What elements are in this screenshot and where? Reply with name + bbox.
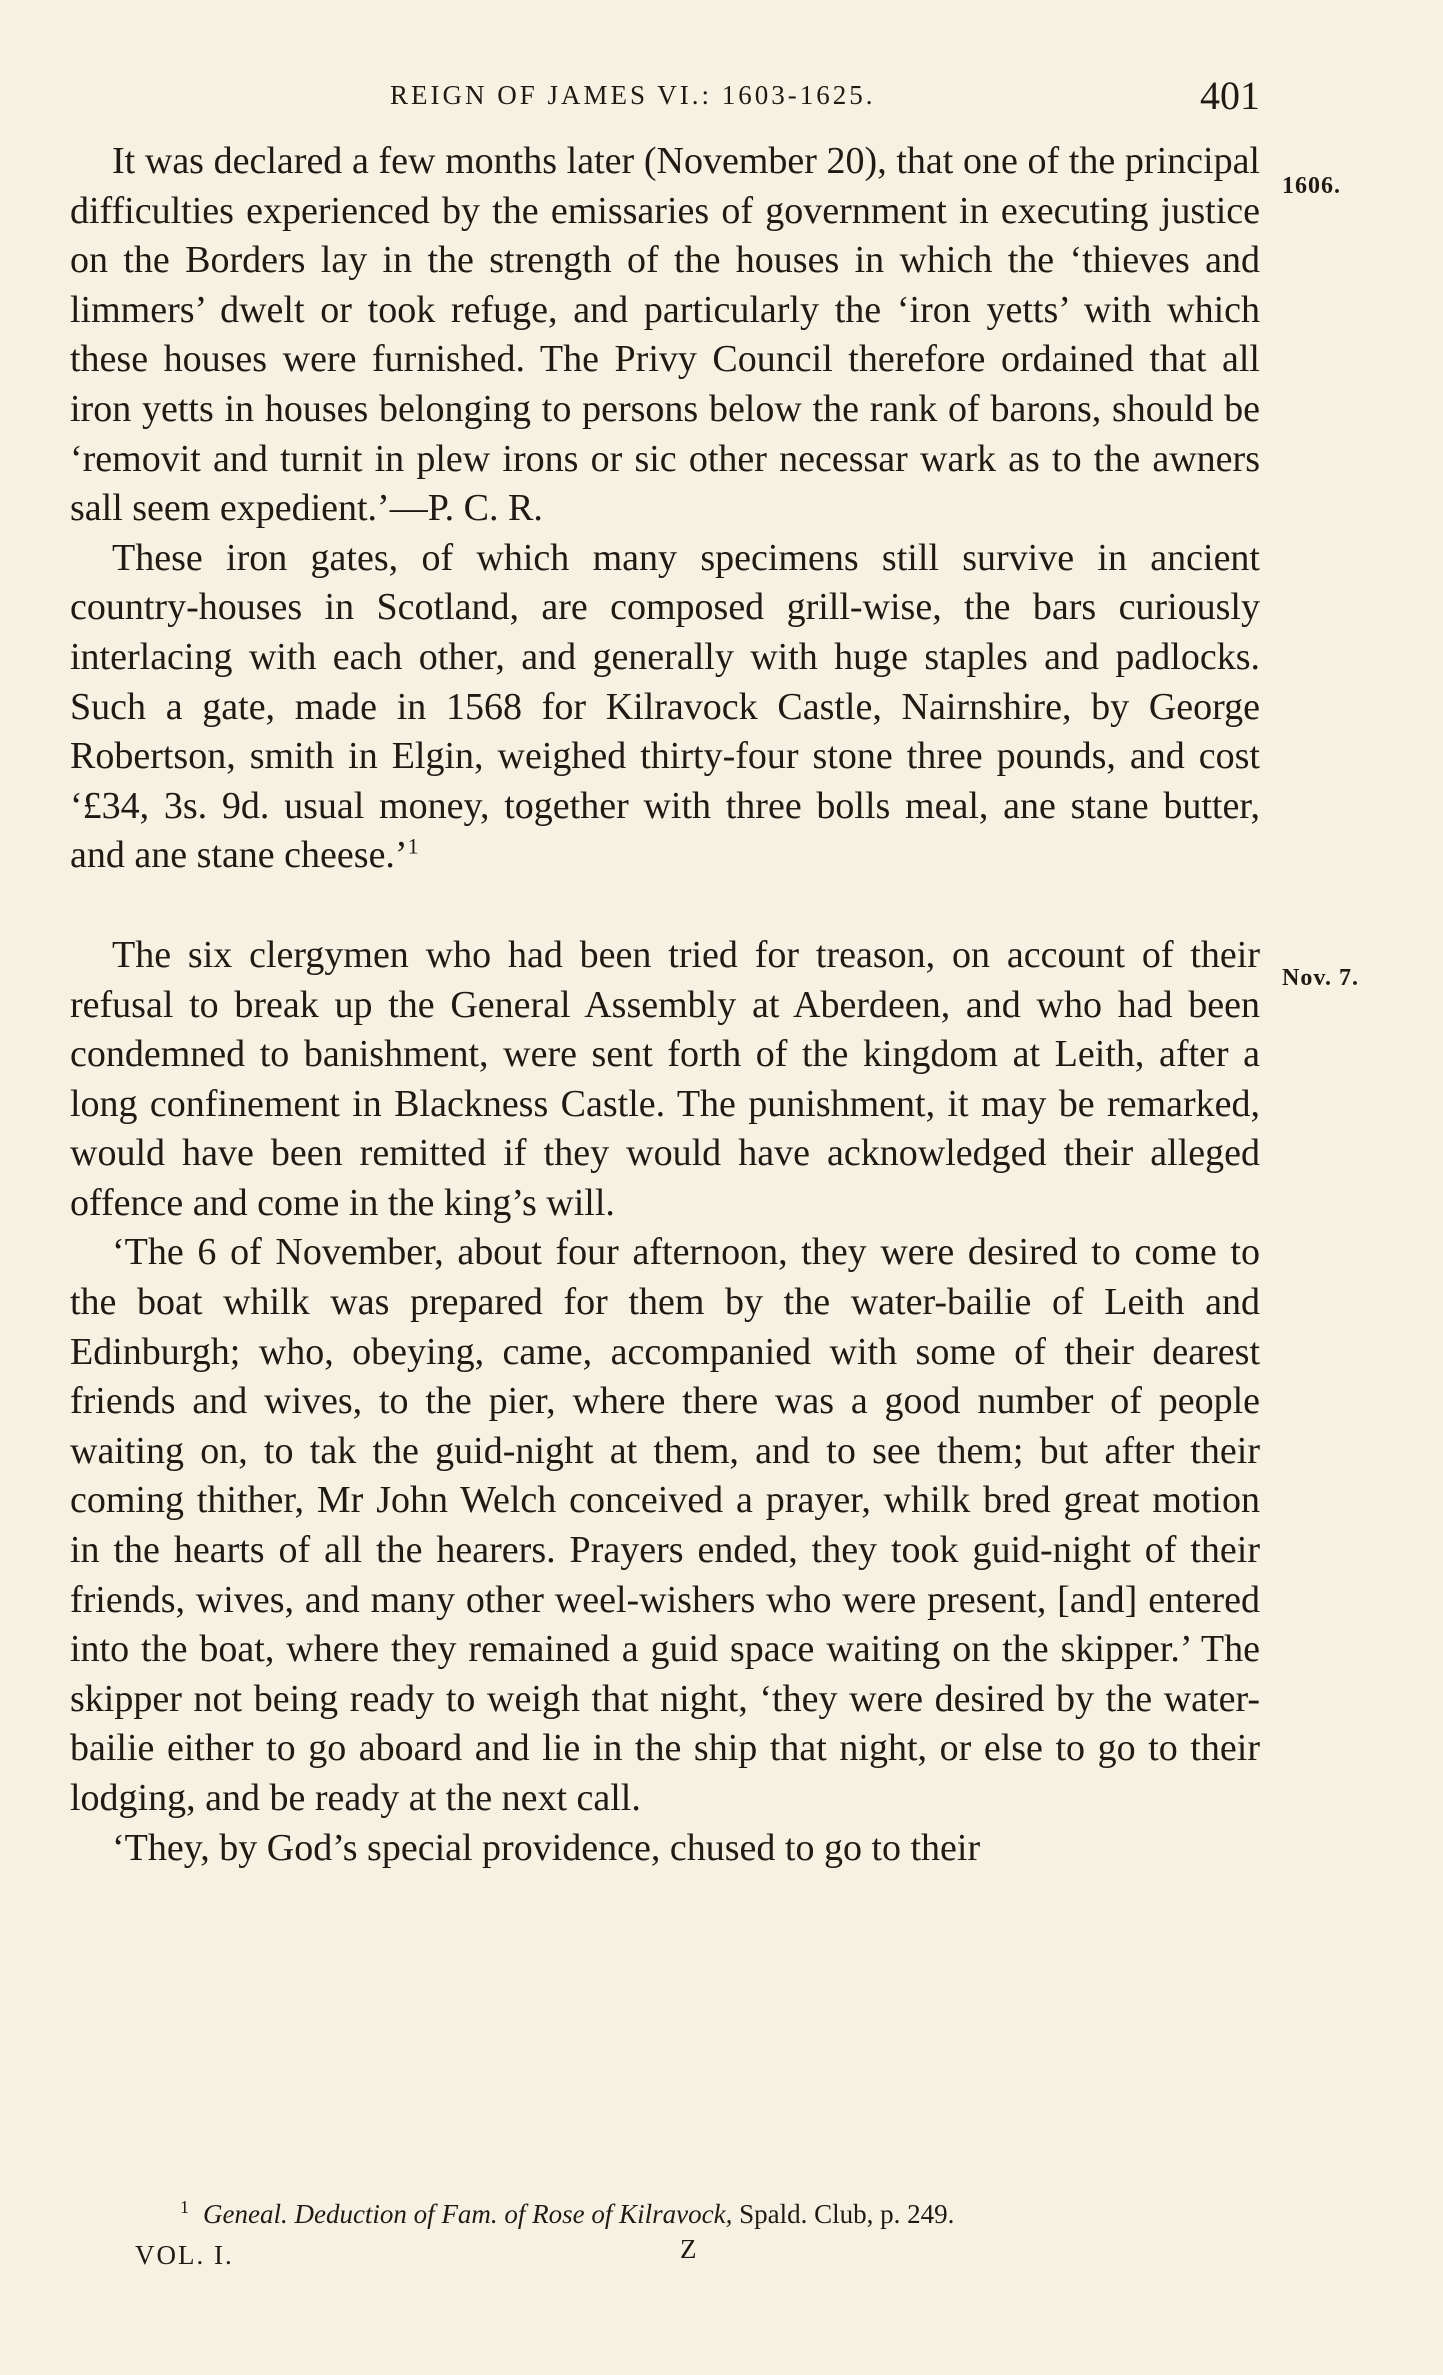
paragraph-4-text: ‘The 6 of November, about four afternoon, they were desired to come to the boat whilk was prepared for them by the water-bailie of Leith and Edinburgh; who, obeying, came, accompanied with some of their dearest friends and wives, to the pier, where there was a good number of people waiting on, to tak the guid-night at them, and to see them; but after their coming thither, Mr John Welch conceived a prayer, whilk bred great motion in the hearts of all the hearers. Prayers ended, they took guid-night of their friends, wives, and many other weel-wishers who were present, [and] entered into the boat, where they remained a guid space waiting on the skipper.’ The skipper not being ready to weigh that night, ‘they were desired by the water-bailie either to go aboard and lie in the ship that night, or else to go to their lodging, and be ready at the next call. xyxy=(70,1231,1260,1819)
paragraph-2-text: These iron gates, of which many specimens still survive in ancient country-houses in Scotland, are composed grill-wise, the bars curiously interlacing with each other, and generally with huge staples and padlocks. Such a gate, made in 1568 for Kilravock Castle, Nairnshire, by George Robertson, smith in Elgin, weighed thirty-four stone three pounds, and cost ‘£34, 3s. 9d. usual money, together with three bolls meal, ane stane butter, and ane stane cheese.’ xyxy=(70,536,1260,877)
page-number: 401 xyxy=(1200,73,1260,118)
signature-line xyxy=(135,2234,1135,2280)
margin-note-1606: 1606. xyxy=(1282,173,1341,199)
paragraph-1-text: It was declared a few months later (November 20), that one of the principal difficulties experienced by the emissaries of government in executing justice on the Borders lay in the strength of the houses in which the ‘thieves and limmers’ dwelt or took refuge, and particularly the ‘iron yetts’ with which these houses were furnished. The Privy Council therefore ordained that all iron yetts in houses belonging to persons below the rank of barons, should be ‘removit and turnit in plew irons or sic other necessar wark as to the awners sall seem expedient.’—P. C. R. xyxy=(70,140,1260,530)
footnote-marker: 1 xyxy=(180,2197,189,2217)
footnote-reference: 1 xyxy=(407,833,419,859)
running-head: REIGN OF JAMES VI.: 1603-1625. xyxy=(390,80,876,110)
paragraph-3-text: The six clergymen who had been tried for treason, on account of their refusal to break up the General Assembly at Aberdeen, and who had been condemned to banishment, were sent forth of the kingdom at Leith, after a long confinement in Blackness Castle. The punishment, it may be remarked, would have been remitted if they would have acknowledged their alleged offence and come in the king’s will. xyxy=(70,933,1260,1224)
footnote-source-title: Geneal. Deduction of Fam. of Rose of Kilravock, xyxy=(203,2199,733,2229)
footnote-source-details: Spald. Club, p. 249. xyxy=(732,2199,955,2229)
signature-mark: Z xyxy=(680,2234,697,2264)
paragraph-5-text: ‘They, by God’s special providence, chused to go to their xyxy=(112,1826,981,1869)
body-text xyxy=(70,137,1360,1873)
margin-note-nov-7: Nov. 7. xyxy=(1282,964,1360,991)
paragraph-3 xyxy=(70,931,1360,1229)
volume-label: VOL. I. xyxy=(135,2240,234,2270)
paragraph-5 xyxy=(70,1824,1260,1874)
page-header xyxy=(70,72,1260,122)
paragraph-4 xyxy=(70,1228,1260,1823)
paragraph-1 xyxy=(70,137,1341,534)
footnote xyxy=(180,2197,1260,2230)
paragraph-2 xyxy=(70,534,1260,881)
